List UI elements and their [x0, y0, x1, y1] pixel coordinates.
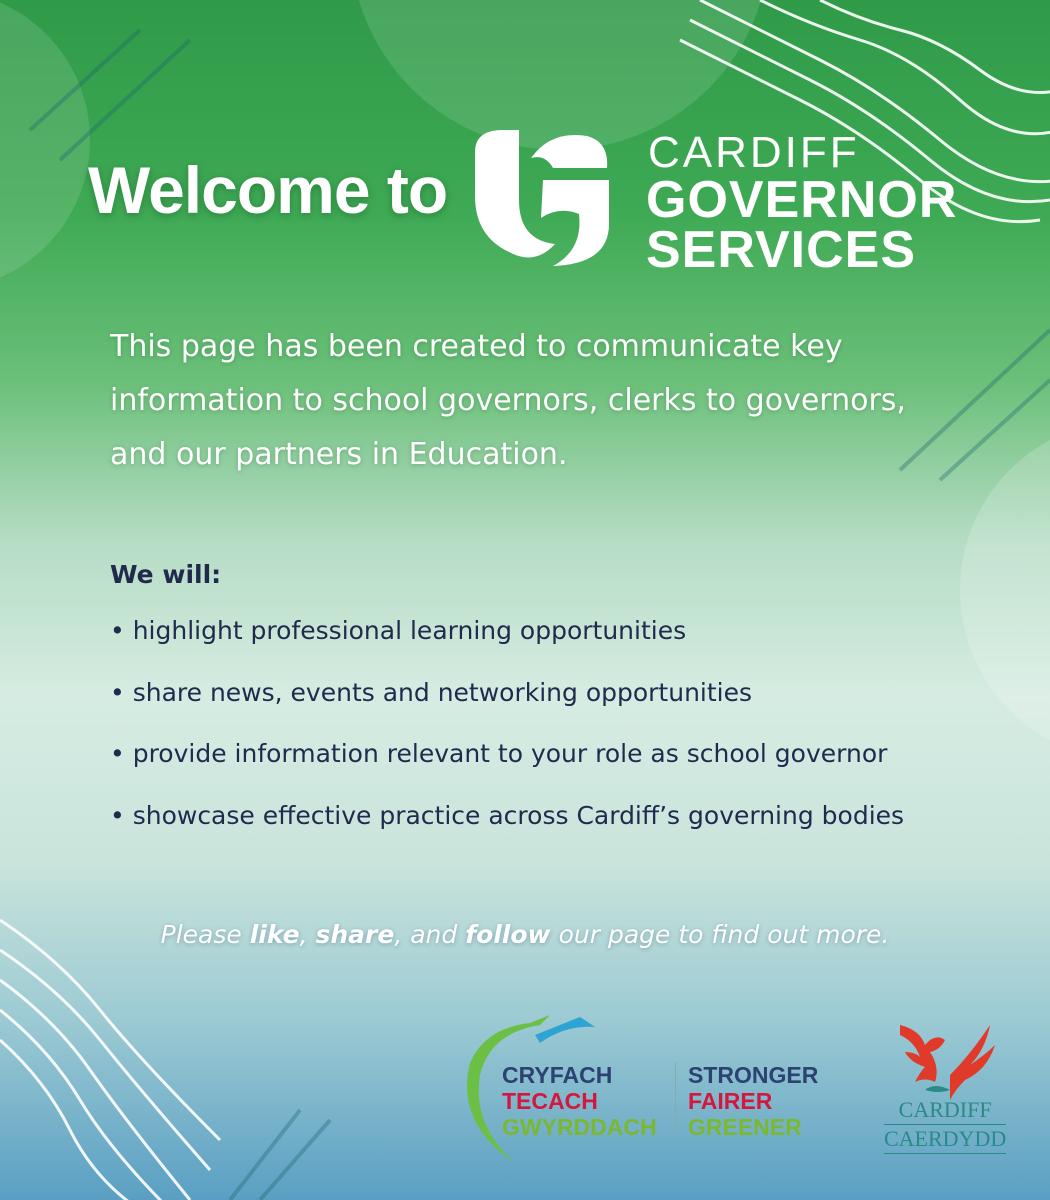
- slogan-word: GWYRDDACH: [502, 1114, 657, 1140]
- slogan-word: TECACH: [502, 1088, 598, 1114]
- slogan-word: CRYFACH: [502, 1062, 613, 1088]
- we-will-heading: We will:: [110, 560, 222, 589]
- cta-text: ,: [299, 920, 316, 949]
- brand-governor: GOVERNOR: [646, 171, 958, 229]
- intro-paragraph: This page has been created to communicate key information to school governors, clerks to governors, and our partners in Education.: [110, 329, 906, 472]
- list-item: • share news, events and networking opportunities: [110, 678, 904, 740]
- cta-share: share: [315, 920, 395, 949]
- cardiff-council-logo: [884, 1096, 1006, 1154]
- slogan-word: STRONGER: [688, 1062, 819, 1088]
- slogan-word: FAIRER: [688, 1088, 773, 1114]
- welcome-heading: Welcome to: [88, 153, 448, 227]
- slogan-divider: [675, 1062, 676, 1134]
- governor-services-logo-icon: [473, 128, 613, 268]
- dragon-icon: [890, 1020, 1000, 1100]
- council-name-english: CARDIFF: [884, 1096, 1006, 1125]
- cta-text: our page to find out more.: [550, 920, 890, 949]
- council-name-welsh: CAERDYDD: [884, 1125, 1006, 1154]
- brand-services: SERVICES: [646, 221, 917, 279]
- cta-text: Please: [160, 920, 250, 949]
- list-item: • showcase effective practice across Cardiff’s governing bodies: [110, 801, 904, 863]
- cta-like: like: [249, 920, 300, 949]
- slogan-english: [688, 1062, 818, 1140]
- call-to-action: [0, 920, 1050, 949]
- brand-cardiff: CARDIFF: [648, 128, 860, 177]
- list-item: • highlight professional learning opportunities: [110, 616, 904, 678]
- list-item: • provide information relevant to your role as school governor: [110, 739, 904, 801]
- slogan-welsh: [502, 1062, 657, 1140]
- commitments-list: [110, 616, 904, 862]
- cta-text: , and: [394, 920, 466, 949]
- slogan-word: GREENER: [688, 1114, 802, 1140]
- cta-follow: follow: [465, 920, 551, 949]
